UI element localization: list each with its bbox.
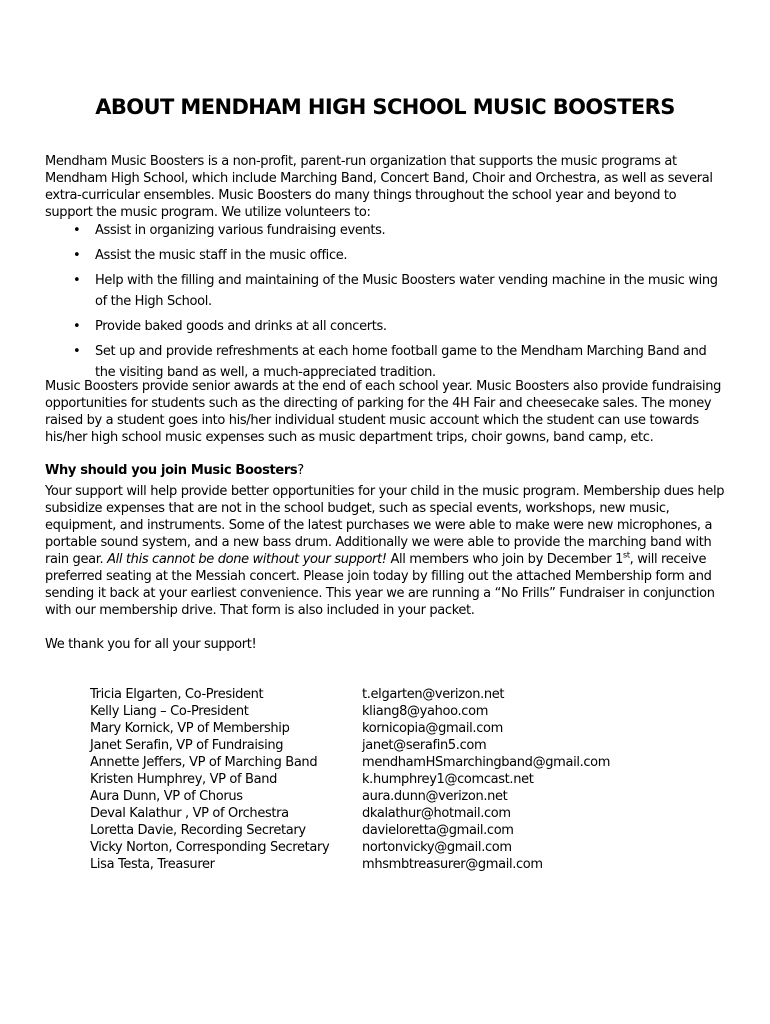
list-item: • Assist the music staff in the music office. xyxy=(45,245,725,266)
officer-email: davieloretta@gmail.com xyxy=(362,823,514,838)
officer-email: kornicopia@gmail.com xyxy=(362,721,503,736)
officer-name: Janet Serafin, VP of Fundraising xyxy=(90,738,284,753)
volunteer-task-list xyxy=(45,220,725,387)
officer-row xyxy=(90,771,650,788)
officer-name: Mary Kornick, VP of Membership xyxy=(90,721,290,736)
officer-name: Loretta Davie, Recording Secretary xyxy=(90,823,306,838)
officer-email: nortonvicky@gmail.com xyxy=(362,840,512,855)
officer-name: Vicky Norton, Corresponding Secretary xyxy=(90,840,330,855)
intro-paragraph: Mendham Music Boosters is a non-profit, parent-run organization that supports the music programs at Mendham High School, which include Marching Band, Concert Band, Choir and Orchestra, as well as several extra-curricular ensembles. Music Boosters do many things throughout the school year and beyond to support the music program. We utilize volunteers to: xyxy=(45,154,713,220)
officer-name: Annette Jeffers, VP of Marching Band xyxy=(90,755,318,770)
awards-paragraph: Music Boosters provide senior awards at the end of each school year. Music Boosters also provide fundraising opportunities for students such as the directing of parking for the 4H Fair and cheesecake sales. The money raised by a student goes into his/her individual student music account which the student can use towards his/her high school music expenses such as music department trips, choir gowns, band camp, etc. xyxy=(45,379,721,445)
bullet-icon: • xyxy=(73,319,81,334)
officer-name: Lisa Testa, Treasurer xyxy=(90,857,215,872)
officer-name: Deval Kalathur , VP of Orchestra xyxy=(90,806,289,821)
officer-row xyxy=(90,703,650,720)
officer-name: Aura Dunn, VP of Chorus xyxy=(90,789,243,804)
officer-row xyxy=(90,754,650,771)
bullet-icon: • xyxy=(73,344,81,359)
page-title: ABOUT MENDHAM HIGH SCHOOL MUSIC BOOSTERS xyxy=(95,95,675,119)
officer-row xyxy=(90,856,650,873)
officer-row xyxy=(90,686,650,703)
list-item: • Assist in organizing various fundraising events. xyxy=(45,220,725,241)
officer-contact-list xyxy=(90,686,650,873)
officer-row xyxy=(90,737,650,754)
officer-row xyxy=(90,839,650,856)
emphasis-text: All this cannot be done without your support! xyxy=(107,552,387,567)
officer-name: Kristen Humphrey, VP of Band xyxy=(90,772,278,787)
bullet-icon: • xyxy=(73,223,81,238)
bullet-icon: • xyxy=(73,273,81,288)
list-item: • Provide baked goods and drinks at all concerts. xyxy=(45,316,725,337)
officer-name: Kelly Liang – Co-President xyxy=(90,704,249,719)
officer-email: janet@serafin5.com xyxy=(362,738,487,753)
list-item: • Help with the filling and maintaining of the Music Boosters water vending machine in the music wing of the High School. xyxy=(45,270,725,312)
list-item: • Set up and provide refreshments at each home football game to the Mendham Marching Band and the visiting band as well, a much-appreciated tradition. xyxy=(45,341,725,383)
thanks-line: We thank you for all your support! xyxy=(45,637,257,652)
officer-email: kliang8@yahoo.com xyxy=(362,704,489,719)
why-join-heading: Why should you join Music Boosters? xyxy=(45,463,304,478)
officer-email: t.elgarten@verizon.net xyxy=(362,687,505,702)
bullet-icon: • xyxy=(73,248,81,263)
officer-email: dkalathur@hotmail.com xyxy=(362,806,511,821)
officer-email: k.humphrey1@comcast.net xyxy=(362,772,534,787)
officer-email: mhsmbtreasurer@gmail.com xyxy=(362,857,543,872)
officer-row xyxy=(90,805,650,822)
officer-email: mendhamHSmarchingband@gmail.com xyxy=(362,755,611,770)
why-join-paragraph: Your support will help provide better opportunities for your child in the music program. Membership dues help subsidize expenses that are not in the school budget, such as special events, workshops, new music, equipment, and instruments. Some of the latest purchases we were able to make were new microphones, a portable sound system, and a new bass drum. Additionally we were able to provide the marching band with rain gear. All this cannot be done without your support! All members who join by December 1st, will receive preferred seating at the Messiah concert. Please join today by filling out the attached Membership form and sending it back at your earliest convenience. This year we are running a “No Frills” Fundraiser in conjunction with our membership drive. That form is also included in your packet. xyxy=(45,484,725,618)
officer-row xyxy=(90,720,650,737)
officer-row xyxy=(90,822,650,839)
officer-row xyxy=(90,788,650,805)
officer-email: aura.dunn@verizon.net xyxy=(362,789,508,804)
officer-name: Tricia Elgarten, Co-President xyxy=(90,687,264,702)
